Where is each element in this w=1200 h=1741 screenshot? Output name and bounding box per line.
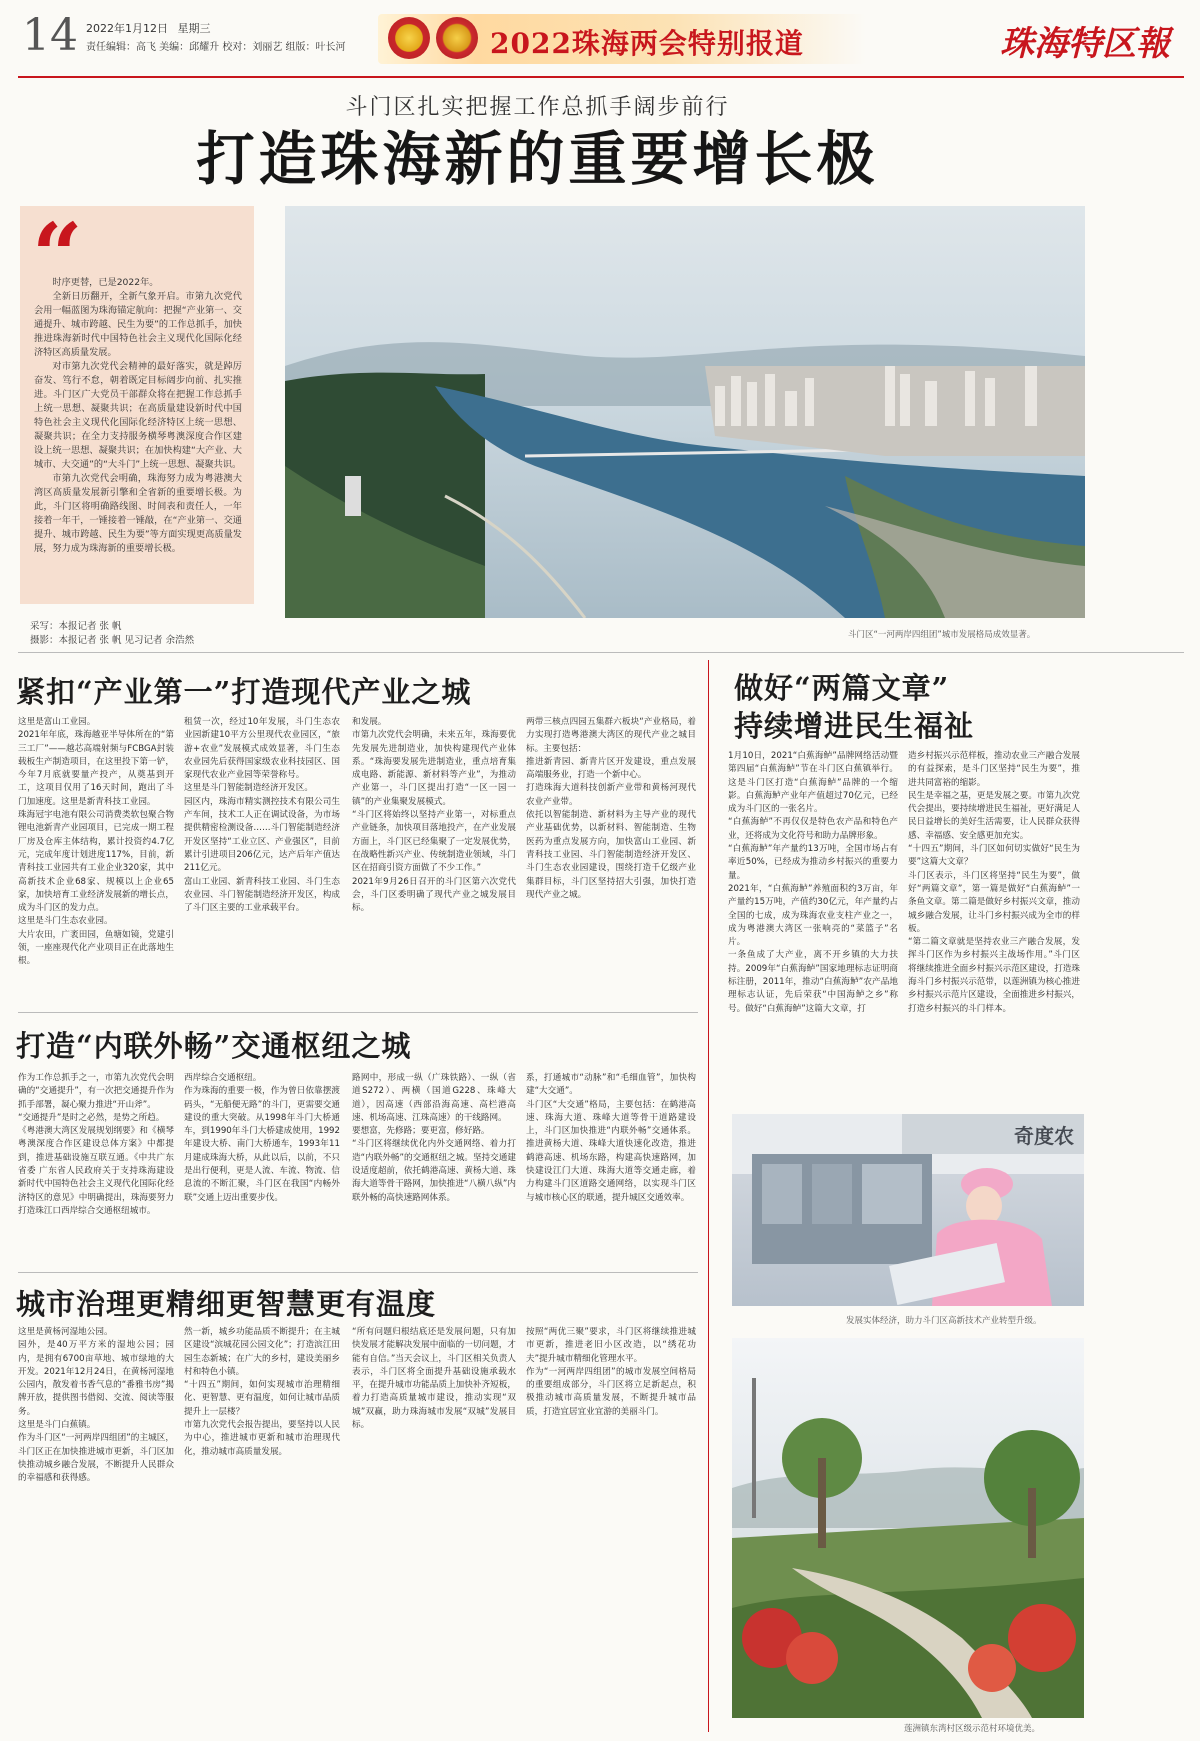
national-emblem-icon [388,17,430,59]
special-banner [378,14,866,64]
livelihood-column-2: 造乡村振兴示范样板，推动农业三产融合发展的有益探索，是斗门区坚持“民生为要”，推进共同富裕的缩影。 民生是幸福之基，更是发展之要。市第九次党代会提出，要持续增进民生福祉，更好满足人民日益增长的美好生活需要，让人民群众获得感、幸福感、安全感更加充实。 “十四五”期间，斗门区如何切实做好“民生为要”这篇大文章？ 斗门区表示，斗门区将坚持“民生为要”，做好“两篇文章”，第一篇是做好“白蕉海鲈”一条鱼文章。第二篇是做好乡村振兴文章，推动城乡融合发展，让斗门乡村振兴成为全市的样板。 “第二篇文章就是坚持农业三产融合发展，发挥斗门区作为乡村振兴主战场作用。”斗门区将继续推进全面乡村振兴示范区建设，打造珠海斗门乡村振兴示范带，以莲洲镇为核心推进乡村振兴示范片区建设，全面推进乡村振兴，打造乡村振兴的斗门样本。 [908,751,1080,1014]
factory-worker-photo [732,1114,1084,1306]
section-divider [18,1272,698,1273]
section-divider [18,652,1184,653]
intro-text [34,276,242,596]
industry-column-1: 这里是富山工业园。 2021年年底，珠海越亚半导体所在的“第三工厂”——越芯高端射频与FCBGA封装载板生产制造项目，在这里投下第一铲，今年7月底就要量产投产，从奠基到开工，这项目仅用了16天时间，跑出了斗门加速度。这里是新青科技工业园。 珠海冠宇电池有限公司消费类软包聚合物锂电池新青产业园项目，已完成一期工程厂房及仓库主体结构，累计投资约4.7亿元，完成年度计划进度117%，目前，新青科技工业园共有工业企业320家，其中高新技术企业68家、规模以上企业65家，加快培育工业经济发展新的增长点，成为斗门区的发力点。 这里是斗门生态农业园。 大片农田，广袤田园，鱼塘如镜，党建引领，一座座现代化产业项目正在此落地生根。 [18,717,174,967]
transport-column-3: 路网中，形成一纵（广珠铁路）、一纵（省道S272）、两横（国道G228、珠峰大道），因高速（西部沿海高速、高栏港高速、机场高速、江珠高速）的干线路网。 要想富，先修路；要更富，修好路。 “斗门区将继续优化内外交通网络、着力打造“内联外畅”的交通枢纽之城。坚持交通建设适度超前，依托鹤港高速、黄杨大道、珠海大道等骨干路网，加快推进“八横八纵”内联外畅的高快速路网体系。 [352,1073,516,1203]
village-photo-caption: 莲洲镇东湾村区级示范村环境优美。 [904,1724,1041,1734]
headline-title: 打造珠海新的重要增长极 [196,125,879,193]
village-photo [732,1338,1084,1718]
section-title-city: 城市治理更精细更智慧更有温度 [16,1287,437,1321]
aerial-photo-drawing [285,206,1085,618]
transport-column-4: 系，打通城市“动脉”和“毛细血管”，加快构建“大交通”。 斗门区“大交通”格局，主要包括：在鹤港高速、珠海大道、珠峰大道等骨干道路建设上，斗门区加快推进“内联外畅”交通体系。推进黄杨大道、珠峰大道快速化改造，推进鹤港高速、机场东路，构建高快速路网，加快建设江门大道、珠海大道等交通走廊，着力构建斗门区道路交通网络，以实现斗门区与城市核心区的联通，提升城区交通效率。 [526,1073,696,1203]
section-title-livelihood-1: 做好“两篇文章” [734,671,950,705]
industry-column-3: 和发展。 市第九次党代会明确，未来五年，珠海要优先发展先进制造业，加快构建现代产业体系。“珠海要发展先进制造业，重点培育集成电路、新能源、新材料等产业”，为推动产业第一，斗门区提出打造“一区一园一镇”的产业集聚发展模式。 “斗门区将始终以坚持产业第一，对标重点产业链条，加快项目落地投产，在产业发展方面上，斗门区已经集聚了一定发展优势，在战略性新兴产业、传统制造业领域，斗门区在招商引资方面做了不少工作。” 2021年9月26日召开的斗门区第六次党代会，斗门区委明确了现代产业之城发展目标。 [352,717,516,914]
date-text: 2022年1月12日 [86,22,168,35]
factory-sign: 奇度农 [1014,1124,1074,1148]
city-column-2: 然一新，城乡功能品质不断提升；在主城区建设“滨城花园公园文化”；打造滨江田园生态新城；在广大的乡村，建设美丽乡村和特色小镇。 “十四五”期间，如何实现城市治理精细化、更智慧、更有温度，如何让城市品质提升上一层楼？ 市第九次党代会报告提出，要坚持以人民为中心，推进城市更新和城市治理现代化，推动城市高质量发展。 [184,1327,340,1457]
section-title-livelihood-2: 持续增进民生福祉 [734,709,975,743]
transport-column-2: 西岸综合交通枢纽。 作为珠海的重要一极，作为曾日依靠摆渡码头，“无船便无路”的斗门，更需要交通建设的重大突破。从1998年斗门大桥通车，到1990年斗门大桥建成使用，1992年建设大桥、南门大桥通车，1993年11月建成珠海大桥，从此以后，以前，不只是出行便利，更是人流、车流、物流、信息流的不断汇聚，斗门区在我国“内畅外联”交通上迈出重要步伐。 [184,1073,340,1203]
masthead [0,0,1200,80]
industry-column-2: 租赁一次，经过10年发展，斗门生态农业园新建10平方公里现代农业园区，“旅游+农业”发展模式成效显著，斗门生态农业园先后获得国家级农业科技园区、国家现代农业产业园等荣誉称号。 这里是斗门智能制造经济开发区。 园区内，珠海市精实测控技术有限公司生产车间，技术工人正在调试设备，为市场提供精密检测设备……斗门智能制造经济开发区坚持“工业立区、产业强区”，目前累计引进项目206亿元，达产后年产值达211亿元。 富山工业园、新青科技工业园、斗门生态农业园、斗门智能制造经济开发区，构成了斗门区主要的工业承载平台。 [184,717,340,914]
column-divider-vertical [708,660,709,1732]
intro-paragraph: 对市第九次党代会精神的最好落实，就是踔厉奋发、笃行不怠，朝着既定目标阔步向前、扎实推进。斗门区广大党员干部群众将在把握工作总抓手上统一思想、凝聚共识；在高质量建设新时代中国特色社会主义现代化国际化经济特区上统一思想、凝聚共识；在全力支持服务横琴粤澳深度合作区建设上统一思想、凝聚共识；在加快构建“大产业、大城市、大交通”的“大斗门”上统一思想、凝聚共识。 [34,361,242,470]
aerial-photo-caption: 斗门区“一河两岸四组团”城市发展格局成效显著。 [848,630,1036,640]
factory-photo-caption: 发展实体经济，助力斗门区高新技术产业转型升级。 [846,1316,1042,1326]
city-column-1: 这里是黄杨河湿地公园。 园外，是40万平方米的湿地公园；园内，是拥有6700亩草地、城市绿地的大开发。2021年12月24日，在黄杨河湿地公园内，散发着书香气息的“番雅书房”揭牌开放，提供图书借阅、交流、阅读等服务。 这里是斗门白蕉镇。 作为斗门区“一河两岸四组团”的主城区，斗门区正在加快推进城市更新，斗门区加快推动城乡融合发展，不断提升人民群众的幸福感和获得感。 [18,1327,174,1484]
livelihood-column-1: 1月10日，2021“白蕉海鲈”品牌网络活动暨第四届“白蕉海鲈”节在斗门区白蕉镇举行。这是斗门区打造“白蕉海鲈”品牌的一个缩影。白蕉海鲈产业年产值超过70亿元，已经成为斗门区的一张名片。 “白蕉海鲈”不再仅仅是特色农产品和特色产业，还将成为文化符号和助力品牌形象。 “白蕉海鲈”年产量约13万吨，全国市场占有率近50%，已经成为推动乡村振兴的重要力量。 2021年，“白蕉海鲈”养殖面积约3万亩，年产量约15万吨，产值约30亿元，年产量约占全国的七成，成为珠海农业支柱产业之一，成为粤港澳大湾区一张响亮的“菜篮子”名片。 一条鱼成了大产业，离不开乡镇的大力扶持。2009年“白蕉海鲈”国家地理标志证明商标注册，2011年，推动“白蕉海鲈”农产品地理标志认证，先后荣获“中国海鲈之乡”称号。做好“白蕉海鲈”这篇大文章，打 [728,751,898,1014]
intro-paragraph: 市第九次党代会明确，珠海努力成为粤港澳大湾区高质量发展新引擎和全省新的重要增长极。为此，斗门区将明确路线图、时间表和责任人，一年接着一年干，一锤接着一锤敲，在“产业第一、交通提升、城市跨越、民生为要”等方面实现更高质量发展，努力成为珠海新的重要增长极。 [34,473,242,554]
staff-credits: 责任编辑：高飞 美编：邱耀升 校对：刘丽艺 组版：叶长河 [86,42,346,53]
section-title-transport: 打造“内联外畅”交通枢纽之城 [16,1029,412,1063]
city-column-3: “所有问题归根结底还是发展问题，只有加快发展才能解决发展中面临的一切问题，才能有自信。”当天会议上，斗门区相关负责人表示，斗门区将全面提升基础设施承载水平，在提升城市功能品质上加快补齐短板，着力打造高质量城市建设，推动实现“双城”双赢，助力珠海城市发展“双城”发展目标。 [352,1327,516,1431]
issue-date [86,20,211,36]
intro-paragraph: 全新日历翻开，全新气象开启。市第九次党代会用一幅蓝图为珠海锚定航向：把握“产业第一、交通提升、城市跨越、民生为要”的工作总抓手，加快推进珠海新时代中国特色社会主义现代化国际化经济特区高质量发展。 [34,291,242,358]
aerial-city-photo [285,206,1085,618]
masthead-divider [18,76,1184,78]
paper-logo: 珠海特区報 [1000,24,1170,64]
byline-reporter: 采写：本报记者 张 帆 [30,621,122,632]
industry-column-4: 两带三核点四园五集群六板块“产业格局，着力实现打造粤港澳大湾区的现代产业之城目标。主要包括： 推进新青园、新青片区开发建设，重点发展高端服务业，打造一个新中心。 打造珠海大道科技创新产业带和黄杨河现代农业产业带。 依托以智能制造、新材料为主导产业的现代产业基础优势，以新材料、智能制造、生物医药为重点发展方向，加快富山工业园、新青科技工业园、斗门智能制造经济开发区、斗门生态农业园建设，围绕打造千亿级产业集群目标，斗门区坚持招大引强，加快打造现代产业之城。 [526,717,696,900]
weekday-text: 星期三 [177,22,211,35]
page-number: 14 [22,10,78,61]
intro-box [20,203,254,604]
special-banner-title: 2022珠海两会特别报道 [490,27,804,60]
cppcc-emblem-icon [436,17,478,59]
quote-icon: “ [32,203,83,307]
village-photo-drawing [732,1338,1084,1718]
byline-photographer: 摄影：本报记者 张 帆 见习记者 余浩然 [30,635,195,646]
city-column-4: 按照“两优三聚”要求，斗门区将继续推进城市更新，推进老旧小区改造，以“绣花功夫”提升城市精细化管理水平。 作为“一河两岸四组团”的城市发展空间格局的重要组成部分，斗门区将立足新起点，积极推动城市高质量发展，不断提升城市品质，打造宜居宜业宜游的美丽斗门。 [526,1327,696,1417]
section-divider [18,1012,698,1013]
transport-column-1: 作为工作总抓手之一，市第九次党代会明确的“交通提升”，有一次把交通提升作为抓手部署，凝心聚力推进“开山斧”。 “交通提升”是时之必然，是势之所趋。 《粤港澳大湾区发展规划纲要》和《横琴粤澳深度合作区建设总体方案》中都提到，推进基础设施互联互通。《中共广东省委 广东省人民政府关于支持珠海建设新时代中国特色社会主义现代化国际化经济特区的意见》中明确提出，珠海要努力打造珠江口西岸综合交通枢纽城市。 [18,1073,174,1216]
intro-paragraph: 时序更替，已是2022年。 [52,277,159,288]
section-title-industry: 紧扣“产业第一”打造现代产业之城 [16,675,472,709]
headline-kicker: 斗门区扎实把握工作总抓手阔步前行 [345,95,730,120]
